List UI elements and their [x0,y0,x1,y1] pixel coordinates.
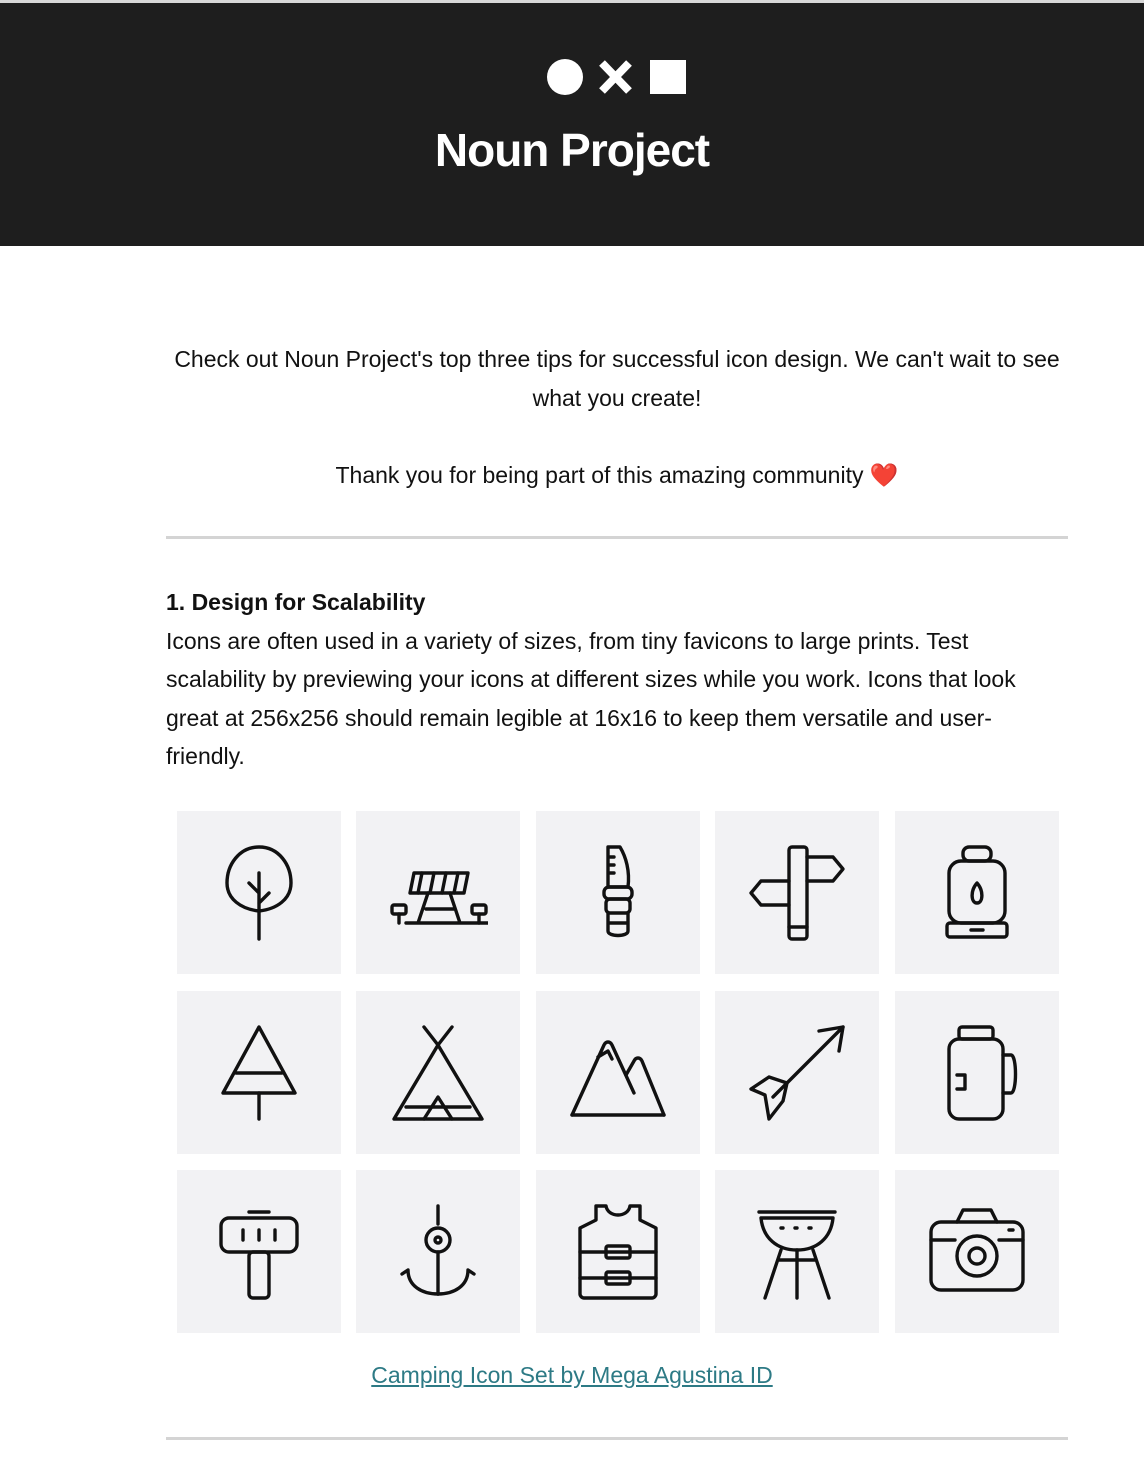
intro-message: Check out Noun Project's top three tips for successful icon design. We can't wait to see what you create! [174,346,1060,411]
icon-set-credit-link[interactable]: Camping Icon Set by Mega Agustina ID [371,1362,773,1388]
icon-tile [536,991,700,1154]
icon-tile [356,1170,520,1333]
knife-icon [568,843,668,943]
life-vest-icon [568,1202,668,1302]
tip-body: Icons are often used in a variety of sizes, from tiny favicons to large prints. Test scalability by previewing your icons at different sizes while you work. Icons that look great at 256x256 should remain legible at 16x16 to keep them versatile and user-friendly. [166,627,1016,769]
mallet-icon [209,1202,309,1302]
icon-tile [536,811,700,974]
intro-section [166,340,1068,495]
heart-icon: ❤️ [869,462,899,488]
pine-tree-icon [209,1023,309,1123]
icon-tile [177,991,341,1154]
icon-tile [177,1170,341,1333]
teepee-tent-icon [388,1023,488,1123]
thanks-line [166,456,1068,495]
brand-name: Noun Project [434,124,710,176]
thermos-icon [927,1023,1027,1123]
icon-tile [895,991,1059,1154]
icon-tile [356,811,520,974]
icon-tile [715,991,879,1154]
icon-tile [356,991,520,1154]
picnic-table-icon [388,843,488,943]
icon-tile [895,811,1059,974]
thanks-text: Thank you for being part of this amazing community [335,462,864,488]
icon-tile [715,1170,879,1333]
lantern-icon [927,843,1027,943]
mountains-icon [568,1023,668,1123]
arrow-icon [747,1023,847,1123]
divider-bottom [166,1437,1068,1440]
camera-icon [927,1202,1027,1302]
tip-title: 1. Design for Scalability [166,589,426,615]
noun-project-logo-icon [545,58,690,98]
grill-icon [747,1202,847,1302]
header-banner [0,3,1144,246]
signpost-icon [747,843,847,943]
icon-tile [536,1170,700,1333]
icon-tile [177,811,341,974]
divider-top [166,536,1068,539]
tree-icon [209,843,309,943]
icon-tile [715,811,879,974]
tip-section [166,583,1068,776]
icon-tile [895,1170,1059,1333]
fishing-hook-icon [388,1202,488,1302]
icon-set-grid [177,811,1059,1334]
